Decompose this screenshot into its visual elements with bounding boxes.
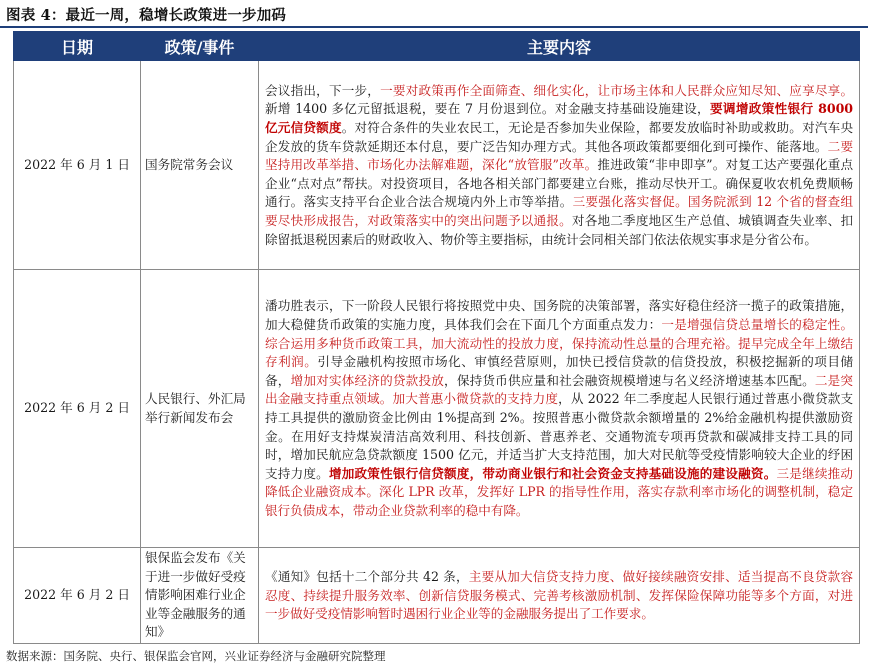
body-text: 对各地二季度地区生产总值、城镇调查失业率、扣除留抵退税因素后的财政收入、物价等主要指标，由统计会同相关部门依法依规实事求是分省公布。 xyxy=(265,212,853,247)
highlight-text: 一是增强信贷总量增长的稳定性。综合运用多种货币政策工具，加大流动性的投放力度，保持流动性总量的合理充裕。提早完成全年上缴结存利润。 xyxy=(265,317,853,370)
highlight-text: 三要强化落实督促。国务院派到 12 个省的督查组要尽快形成报告，对政策落实中的突出问题予以通报。 xyxy=(265,194,853,228)
table-header-row xyxy=(14,32,860,61)
row-content xyxy=(259,270,860,548)
table-row xyxy=(14,270,860,548)
table-row xyxy=(14,61,860,270)
highlight-text: 二是突出金融支持重点领域。加大普惠小微贷款的支持力度 xyxy=(265,372,853,407)
row-event: 银保监会发布《关于进一步做好受疫情影响困难行业企业等金融服务的通知》 xyxy=(141,548,259,644)
body-text: ，从 2022 年二季度起人民银行通过普惠小微贷款支持工具提供的激励资金比例由 1%提高到 2%。按照普惠小微贷款余额增量的 2%给金融机构提供激励资金。在用好支持煤炭清洁高效利用、科技创新、普惠养老、交通物流专项再贷款和碳减排支持工具的同时，增加民航应急贷款额度 1500 亿元，并适当扩大支持范围，加大对民航等受疫情影响较大企业的纾困支持力度。 xyxy=(265,391,853,481)
figure-title: 图表 4：最近一周，稳增长政策进一步加码 xyxy=(6,7,287,24)
highlight-text: 三是继续推动降低企业融资成本。深化 LPR 改革，发挥好 LPR 的指导性作用，落实存款利率市场化的调整机制，稳定银行负债成本，带动企业贷款利率的稳中有降。 xyxy=(265,465,853,518)
table-row xyxy=(14,548,860,644)
header-date: 日期 xyxy=(14,32,141,61)
policy-table xyxy=(13,31,860,644)
data-source-note: 数据来源：国务院、央行、银保监会官网，兴业证券经济与金融研究院整理 xyxy=(6,649,386,663)
header-content: 主要内容 xyxy=(259,32,860,61)
bold-highlight-text: 要调增政策性银行 8000 亿元信贷额度 xyxy=(265,101,853,136)
highlight-text: 增加对实体经济的贷款投放 xyxy=(290,372,445,388)
row-content xyxy=(259,61,860,270)
body-text: 潘功胜表示，下一阶段人民银行将按照党中央、国务院的决策部署，落实好稳住经济一揽子的政策措施，加大稳健货币政策的实施力度，具体我们会在下面几个方面重点发力： xyxy=(265,298,853,333)
row-date: 2022 年 6 月 1 日 xyxy=(14,61,141,270)
body-text: 推进政策“非申即享”。对复工达产要强化重点企业“点对点”帮扶。对投资项目，各地各相关部门都要建立台账，推动尽快开工。确保夏收农机免费顺畅通行。落实支持平台企业合法合规境内外上市等举措。 xyxy=(265,157,854,210)
row-date: 2022 年 6 月 2 日 xyxy=(14,270,141,548)
highlight-text: 二要坚持用改革举措、市场化办法解难题，深化“放管服”改革。 xyxy=(265,138,853,173)
title-underline xyxy=(0,26,868,28)
row-event: 人民银行、外汇局举行新闻发布会 xyxy=(141,270,259,548)
body-text: ，保持货币供应量和社会融资规模增速与名义经济增速基本匹配。 xyxy=(444,372,815,388)
body-text: 会议指出，下一步， xyxy=(265,82,381,98)
header-event: 政策/事件 xyxy=(141,32,259,61)
body-text: 《通知》包括十二个部分共 42 条， xyxy=(265,569,469,585)
highlight-text: 一要对政策再作全面筛查、细化实化，让市场主体和人民群众应知尽知、应享尽享。 xyxy=(380,82,853,98)
body-text: 引导金融机构按照市场化、审慎经营原则，加快已授信贷款的信贷投放，积极挖掘新的项目储备， xyxy=(265,354,854,388)
row-event: 国务院常务会议 xyxy=(141,61,259,270)
body-text: 新增 1400 多亿元留抵退税，要在 7 月份退到位。对金融支持基础设施建设， xyxy=(265,101,710,117)
highlight-text: 主要从加大信贷支持力度、做好接续融资安排、适当提高不良贷款容忍度、持续提升服务效率、创新信贷服务模式、完善考核激励机制、发挥保险保障功能等多个方面，对进一步做好受疫情影响暂时遇困行业企业等的金融服务提出了工作要求。 xyxy=(265,569,853,622)
bold-highlight-text: 增加政策性银行信贷额度，带动商业银行和社会资金支持基础设施的建设融资。 xyxy=(328,465,777,481)
body-text: 。对符合条件的失业农民工，无论是否参加失业保险，都要发放临时补助或救助。对汽车央企发放的货车贷款延期还本付息，要广泛告知办理方式。其他各项政策都要细化到可操作、能落地。 xyxy=(265,120,853,154)
row-content xyxy=(259,548,860,644)
row-date: 2022 年 6 月 2 日 xyxy=(14,548,141,644)
